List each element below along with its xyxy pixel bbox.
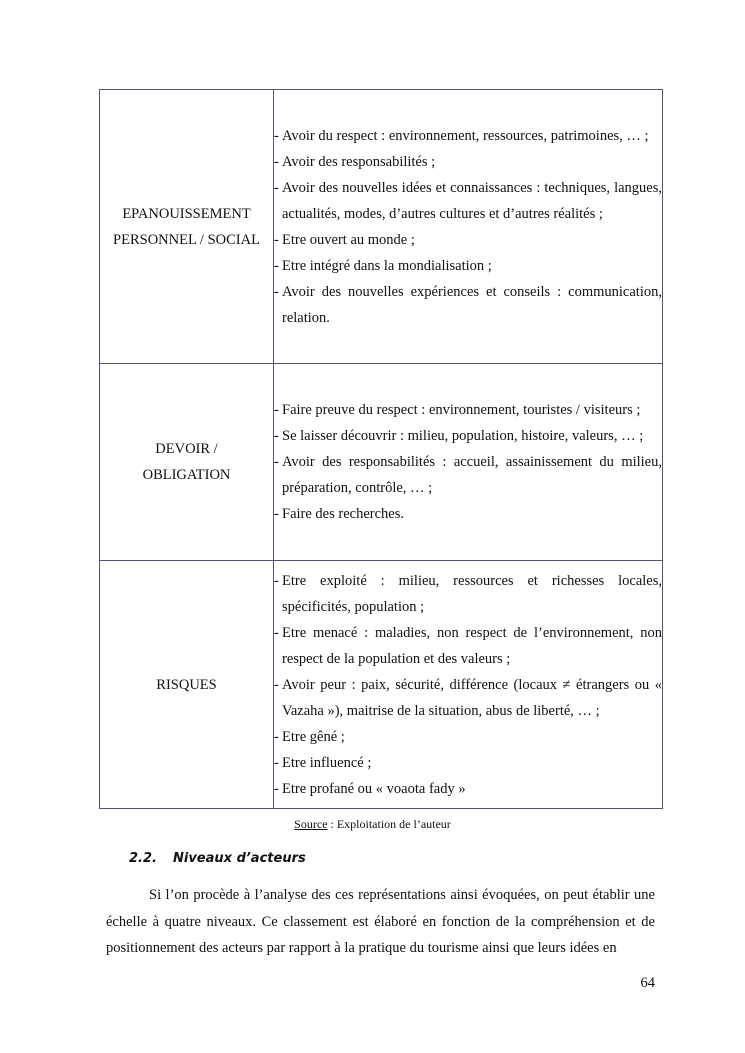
section-heading <box>129 849 306 869</box>
list-item: - Faire des recherches. <box>274 501 662 527</box>
source-text: : Exploitation de l’auteur <box>327 817 451 831</box>
row-label <box>100 90 274 364</box>
list-item: - Avoir du respect : environnement, ressources, patrimoines, … ; <box>274 123 662 149</box>
list-item: - Etre influencé ; <box>274 750 662 776</box>
row-label-wrap <box>132 436 242 488</box>
page-number: 64 <box>640 975 655 991</box>
list-item: - Avoir des responsabilités : accueil, assainissement du milieu, préparation, contrôle, … ; <box>274 449 662 501</box>
section-title: Niveaux d’acteurs <box>173 851 306 866</box>
list-item: - Avoir des responsabilités ; <box>274 149 662 175</box>
row-items <box>274 561 663 809</box>
table-row <box>100 90 663 364</box>
list-item: - Etre menacé : maladies, non respect de l’environnement, non respect de la population et des valeurs ; <box>274 620 662 672</box>
list-item: - Faire preuve du respect : environnement, touristes / visiteurs ; <box>274 397 662 423</box>
list-item: - Etre exploité : milieu, ressources et richesses locales, spécificités, population ; <box>274 568 662 620</box>
representations-table <box>99 89 663 809</box>
row-items <box>274 364 663 561</box>
list-item: - Etre gêné ; <box>274 724 662 750</box>
row-items <box>274 90 663 364</box>
list-item: - Etre intégré dans la mondialisation ; <box>274 253 662 279</box>
list-item: - Avoir peur : paix, sécurité, différence (locaux ≠ étrangers ou « Vazaha »), maitrise de la situation, abus de liberté, … ; <box>274 672 662 724</box>
list-item: - Se laisser découvrir : milieu, population, histoire, valeurs, … ; <box>274 423 662 449</box>
list-item: - Avoir des nouvelles idées et connaissances : techniques, langues, actualités, modes, d’autres cultures et d’autres réalités ; <box>274 175 662 227</box>
list-item: - Etre ouvert au monde ; <box>274 227 662 253</box>
list-item: - Avoir des nouvelles expériences et conseils : communication, relation. <box>274 279 662 331</box>
row-label-text: EPANOUISSEMENT PERSONNEL / SOCIAL <box>113 205 260 248</box>
source-label: Source <box>294 817 328 831</box>
list-item: - Etre profané ou « voaota fady » <box>274 776 662 802</box>
row-label <box>100 561 274 809</box>
row-label <box>100 364 274 561</box>
row-label-text: RISQUES <box>156 676 217 693</box>
table-source-caption <box>0 816 745 832</box>
section-number: 2.2. <box>129 851 157 866</box>
body-paragraph: Si l’on procède à l’analyse des ces représentations ainsi évoquées, on peut établir une échelle à quatre niveaux. Ce classement est élaboré en fonction de la compréhension et de positionnement des acteurs par rapport à la pratique du tourisme ainsi que leurs idées en <box>106 887 655 956</box>
row-label-text: DEVOIR / OBLIGATION <box>142 441 231 483</box>
table-row <box>100 364 663 561</box>
table-row <box>100 561 663 809</box>
